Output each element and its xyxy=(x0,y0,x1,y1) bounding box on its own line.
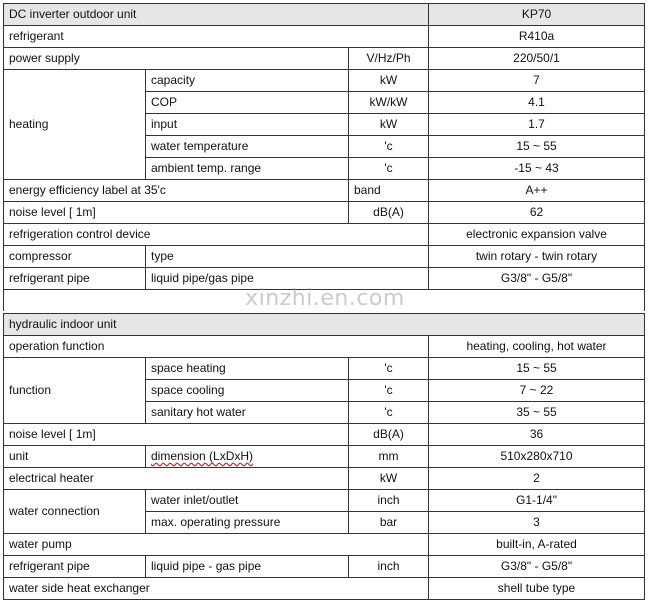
noise-value: 36 xyxy=(429,424,645,446)
water-connection-item: water inlet/outlet xyxy=(146,490,349,512)
function-item: space cooling xyxy=(146,380,349,402)
pipe-label: refrigerant pipe xyxy=(4,268,146,290)
water-connection-value: G1-1/4" xyxy=(429,490,645,512)
function-unit: 'c xyxy=(349,380,429,402)
refrigerant-label: refrigerant xyxy=(4,26,429,48)
indoor-title: hydraulic indoor unit xyxy=(4,314,645,336)
function-label: function xyxy=(4,358,146,424)
noise-unit: dB(A) xyxy=(349,424,429,446)
function-value: 15 ~ 55 xyxy=(429,358,645,380)
function-unit: 'c xyxy=(349,358,429,380)
table-row xyxy=(4,48,645,70)
energy-value: A++ xyxy=(429,180,645,202)
table-row xyxy=(4,468,645,490)
refrigerant-value: R410a xyxy=(429,26,645,48)
table-row xyxy=(4,290,645,312)
heating-unit: kW xyxy=(349,114,429,136)
spacer-cell xyxy=(4,290,645,312)
pipe-item: liquid pipe - gas pipe xyxy=(146,556,349,578)
table-row xyxy=(4,424,645,446)
pipe-value: G3/8" - G5/8" xyxy=(429,268,645,290)
table-row xyxy=(4,534,645,556)
table-row xyxy=(4,446,645,468)
exchanger-value: shell tube type xyxy=(429,578,645,600)
operation-label: operation function xyxy=(4,336,429,358)
dimension-item xyxy=(146,446,349,468)
table-row xyxy=(4,180,645,202)
table-row xyxy=(4,490,645,512)
noise-unit: dB(A) xyxy=(349,202,429,224)
table-row xyxy=(4,268,645,290)
power-value: 220/50/1 xyxy=(429,48,645,70)
outdoor-title: DC inverter outdoor unit xyxy=(4,4,429,26)
table-row xyxy=(4,70,645,92)
operation-value: heating, cooling, hot water xyxy=(429,336,645,358)
unit-label: unit xyxy=(4,446,146,468)
heating-value: 1.7 xyxy=(429,114,645,136)
energy-unit: band xyxy=(349,180,429,202)
table-row xyxy=(4,336,645,358)
heating-unit: 'c xyxy=(349,136,429,158)
water-connection-item: max. operating pressure xyxy=(146,512,349,534)
control-value: electronic expansion valve xyxy=(429,224,645,246)
table-row xyxy=(4,246,645,268)
table-row xyxy=(4,556,645,578)
pipe-unit: inch xyxy=(349,556,429,578)
heating-value: 7 xyxy=(429,70,645,92)
function-unit: 'c xyxy=(349,402,429,424)
energy-label: energy efficiency label at 35'c xyxy=(4,180,349,202)
model-name: KP70 xyxy=(429,4,645,26)
heating-item: capacity xyxy=(146,70,349,92)
compressor-label: compressor xyxy=(4,246,146,268)
water-connection-value: 3 xyxy=(429,512,645,534)
indoor-unit-table xyxy=(3,313,645,600)
water-connection-unit: bar xyxy=(349,512,429,534)
function-value: 35 ~ 55 xyxy=(429,402,645,424)
heating-label: heating xyxy=(4,70,146,180)
heating-unit: kW/kW xyxy=(349,92,429,114)
heating-unit: kW xyxy=(349,70,429,92)
dimension-item-text: dimension (LxDxH) xyxy=(151,449,254,463)
heating-item: ambient temp. range xyxy=(146,158,349,180)
pump-label: water pump xyxy=(4,534,429,556)
water-connection-unit: inch xyxy=(349,490,429,512)
heating-unit: 'c xyxy=(349,158,429,180)
table-row xyxy=(4,578,645,600)
outdoor-unit-table xyxy=(3,3,645,311)
power-label: power supply xyxy=(4,48,349,70)
noise-value: 62 xyxy=(429,202,645,224)
function-item: sanitary hot water xyxy=(146,402,349,424)
heating-value: 15 ~ 55 xyxy=(429,136,645,158)
watermark: xinzhi.en.com xyxy=(245,286,405,311)
dimension-value: 510x280x710 xyxy=(429,446,645,468)
heating-value: -15 ~ 43 xyxy=(429,158,645,180)
pipe-item: liquid pipe/gas pipe xyxy=(146,268,429,290)
heating-item: COP xyxy=(146,92,349,114)
table-row xyxy=(4,202,645,224)
function-value: 7 ~ 22 xyxy=(429,380,645,402)
table-row xyxy=(4,26,645,48)
power-unit: V/Hz/Ph xyxy=(349,48,429,70)
table-row xyxy=(4,4,645,26)
table-row xyxy=(4,358,645,380)
compressor-item: type xyxy=(146,246,429,268)
control-label: refrigeration control device xyxy=(4,224,429,246)
pump-value: built-in, A-rated xyxy=(429,534,645,556)
heating-item: input xyxy=(146,114,349,136)
noise-label: noise level [ 1m] xyxy=(4,424,349,446)
heater-label: electrical heater xyxy=(4,468,349,490)
heater-value: 2 xyxy=(429,468,645,490)
pipe-value: G3/8" - G5/8" xyxy=(429,556,645,578)
heater-unit: kW xyxy=(349,468,429,490)
table-row xyxy=(4,314,645,336)
noise-label: noise level [ 1m] xyxy=(4,202,349,224)
function-item: space heating xyxy=(146,358,349,380)
pipe-label: refrigerant pipe xyxy=(4,556,146,578)
table-row xyxy=(4,224,645,246)
heating-item: water temperature xyxy=(146,136,349,158)
compressor-value: twin rotary - twin rotary xyxy=(429,246,645,268)
water-connection-label: water connection xyxy=(4,490,146,534)
exchanger-label: water side heat exchanger xyxy=(4,578,429,600)
dimension-unit: mm xyxy=(349,446,429,468)
heating-value: 4.1 xyxy=(429,92,645,114)
